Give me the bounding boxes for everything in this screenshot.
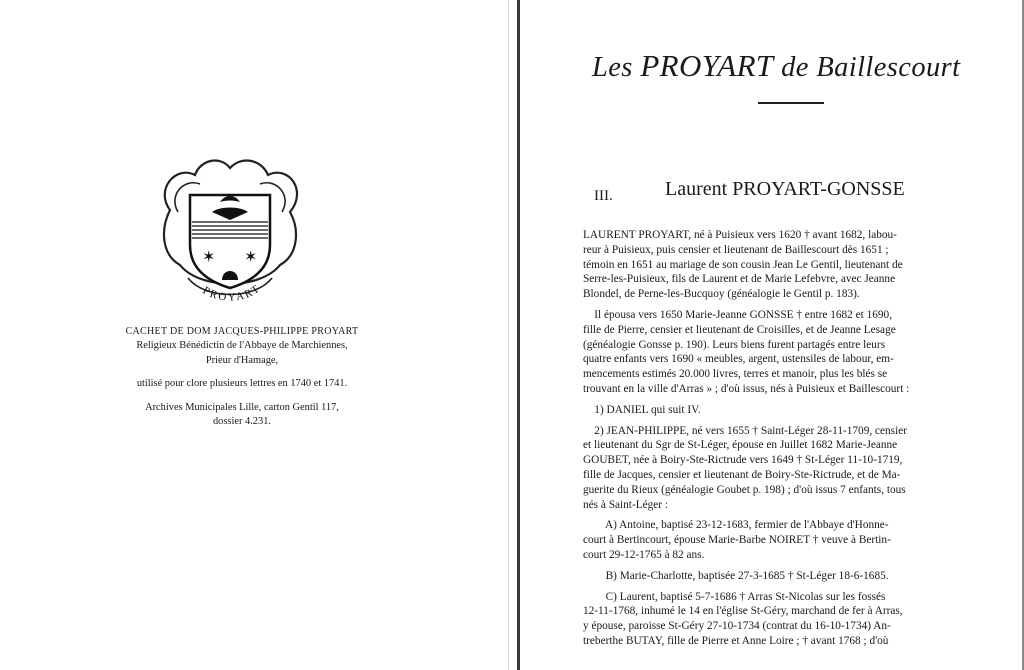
paragraph: Il épousa vers 1650 Marie-Jeanne GONSSE † entre 1682 et 1690, fille de Pierre, censier et lieutenant de Croisilles, et de Jeanne Lesage (généalogie Gonsse p. 190). Leurs biens furent partagés entre leurs quatre enfants vers 1690 « meubles, argent, ustensiles de labour, em- mencements estimés 20.000 livres, terres et manoir, plus les blés se trouvant en la ville d'Arras » ; d'où issus, nés à Puisieux et Baillescourt : bbox=[583, 308, 910, 395]
paragraph: C) Laurent, baptisé 5-7-1686 † Arras St-Nicolas sur les fossés 12-11-1768, inhumé le 14 en l'église St-Géry, marchand de fer à Arras, y épouse, paroisse St-Géry 27-10-1734 (contrat du 16-10-1734) An- treberthe BUTAY, fille de Pierre et Anne Loire ; † avant 1768 ; d'où bbox=[583, 590, 903, 647]
caption-line: Prieur d'Hamage, bbox=[205, 354, 279, 366]
body-text bbox=[583, 228, 1020, 655]
svg-text:✶: ✶ bbox=[202, 249, 216, 266]
page-shadow bbox=[508, 0, 509, 670]
page-title: Les PROYART de Baillescourt bbox=[592, 48, 961, 83]
paragraph: LAURENT PROYART, né à Puisieux vers 1620 † avant 1682, labou- reur à Puisieux, puis censier et lieutenant de Baillescourt dès 1651 ; témoin en 1651 au mariage de son cousin Jean Le Gentil, lieutenant de Serre-les-Puisieux, fils de Laurent et de Marie Lefebvre, avec Jeanne Blondel, de Perne-les-Bucquoy (généalogie le Gentil p. 183). bbox=[583, 229, 903, 301]
archive-line: Archives Municipales Lille, carton Gentil 117, bbox=[145, 401, 339, 413]
chapter-title: Laurent PROYART-GONSSE bbox=[665, 178, 905, 200]
crest-seal-icon bbox=[150, 150, 310, 310]
paragraph: B) Marie-Charlotte, baptisée 27-3-1685 † St-Léger 18-6-1685. bbox=[583, 569, 889, 582]
seal-caption bbox=[104, 325, 380, 429]
svg-text:✶: ✶ bbox=[244, 249, 258, 266]
paragraph: 1) DANIEL qui suit IV. bbox=[583, 403, 701, 416]
caption-line: CACHET DE DOM JACQUES-PHILIPPE PROYART bbox=[125, 326, 359, 337]
archive-line: dossier 4.231. bbox=[212, 416, 271, 428]
crest-motto: PROYART bbox=[200, 282, 264, 304]
paragraph: 2) JEAN-PHILIPPE, né vers 1655 † Saint-Léger 28-11-1709, censier et lieutenant du Sgr de St-Léger, épouse en Juillet 1682 Marie-Jeanne GOUBET, née à Boiry-Ste-Rictrude vers 1649 † St-Léger 11-10-1719, fille de Jacques, censier et lieutenant de Boiry-Ste-Rictrude, et de Ma- guerite du Rieux (généalogie Goubet p. 198) ; d'où issus 7 enfants, tous nés à Saint-Léger : bbox=[583, 424, 907, 511]
chapter-number: III. bbox=[594, 188, 613, 204]
usage-line: utilisé pour clore plusieurs lettres en 1740 et 1741. bbox=[136, 378, 348, 390]
paragraph: A) Antoine, baptisé 23-12-1683, fermier de l'Abbaye d'Honne- court à Bertincourt, épouse Marie-Barbe NOIRET † veuve à Bertin- court 29-12-1765 à 82 ans. bbox=[583, 519, 891, 561]
title-rule bbox=[758, 102, 824, 104]
caption-line: Religieux Bénédictin de l'Abbaye de Marchiennes, bbox=[136, 340, 348, 352]
right-page bbox=[520, 0, 1024, 670]
